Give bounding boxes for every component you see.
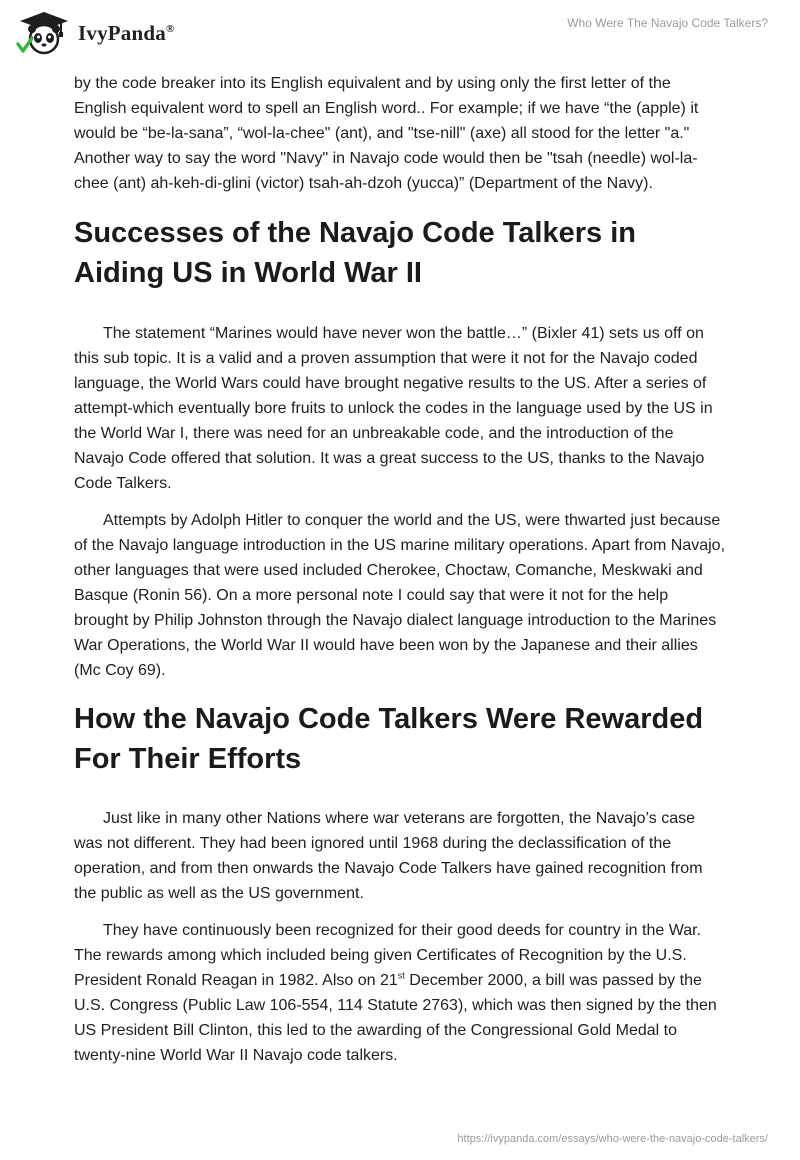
- brand-name: IvyPanda®: [78, 20, 175, 45]
- footer-url-link[interactable]: https://ivypanda.com/essays/who-were-the-navajo-code-talkers/: [457, 1133, 768, 1145]
- intro-paragraph: by the code breaker into its English equivalent and by using only the first letter of the English equivalent word to spell an English word.. For example; if we have “the (apple) it would be “be-la-sana”, “wol-la-chee" (ant), and "tse-nill" (axe) all stood for the letter "a." Another way to say the word "Navy" in Navajo code would then be "tsah (needle) wol-la-chee (ant) ah-keh-di-glini (victor) tsah-ah-dzoh (yucca)” (Department of the Navy).: [74, 75, 699, 192]
- article-body: [74, 71, 726, 1068]
- page-header: [0, 0, 800, 68]
- paragraph: Just like in many other Nations where war veterans are forgotten, the Navajo’s case was not different. They had been ignored until 1968 during the declassification of the operation, and from then onwards the Navajo Code Talkers have gained recognition from the public as well as the US government.: [74, 810, 703, 902]
- section-heading-rewards: How the Navajo Code Talkers Were Rewarded For Their Efforts: [74, 703, 704, 775]
- paragraph: Attempts by Adolph Hitler to conquer the world and the US, were thwarted just because of the Navajo language introduction in the US marine military operations. Apart from Navajo, other languages that were used included Cherokee, Choctaw, Comanche, Meskwaki and Basque (Ronin 56). On a more personal note I could say that were it not for the help brought by Philip Johnston through the Navajo dialect language introduction to the Marines War Operations, the World War II would have been won by the Japanese and their allies (Mc Coy 69).: [74, 512, 726, 679]
- panda-logo-icon: [16, 10, 72, 56]
- site-logo[interactable]: [16, 10, 174, 56]
- paragraph: The statement “Marines would have never won the battle…” (Bixler 41) sets us off on this sub topic. It is a valid and a proven assumption that were it not for the Navajo coded language, the World Wars could have brought negative results to the US. After a series of attempt-which eventually bore fruits to unlock the codes in the language used by the US in the World War I, there was need for an unbreakable code, and the introduction of the Navajo Code offered that solution. It was a great success to the US, thanks to the Navajo Code Talkers.: [74, 325, 713, 492]
- page-header-title: Who Were The Navajo Code Talkers?: [567, 16, 768, 30]
- paragraph: They have continuously been recognized for their good deeds for country in the War. The rewards among which included being given Certificates of Recognition by the U.S. President Ronald Reagan in 1982. Also on 21st December 2000, a bill was passed by the U.S. Congress (Public Law 106-554, 114 Statute 2763), which was then signed by the then US President Bill Clinton, this led to the awarding of the Congressional Gold Medal to twenty-nine World War II Navajo code talkers.: [74, 922, 717, 1064]
- section-heading-successes: Successes of the Navajo Code Talkers in Aiding US in World War II: [74, 217, 636, 289]
